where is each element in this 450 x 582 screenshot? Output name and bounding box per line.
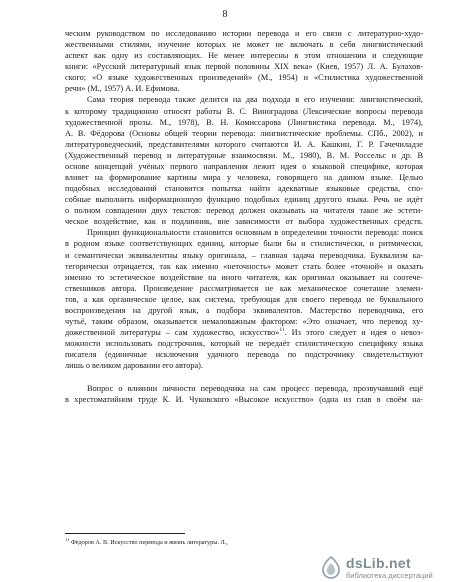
text-line [65, 117, 423, 128]
text-line-content: и семантически эквивалентны языку оригинала, – главная задача переводчика. Буквализм ка- [65, 250, 423, 260]
text-line [65, 50, 423, 61]
text-line [65, 371, 423, 382]
watermark [318, 555, 448, 581]
footnote-marker: 11 [65, 536, 70, 542]
text-line [65, 227, 423, 238]
text-line-content: ческое воздействие, как и подлинник, вне зависимости от выбора художественных средств. [65, 217, 423, 227]
text-line [65, 394, 423, 405]
text-line-content: основе концепций учёных первого направления лежит идея о языковой специфике, которая [65, 161, 423, 171]
text-line-content: книги: «Русский литературный язык первой половины XIX века» (Киев, 1957) Л. А. Булахов- [65, 62, 423, 72]
text-line-content: (Художественный перевод и литературные взаимосвязи. М., 1980), В. М. Россельс и др. В [65, 150, 423, 160]
text-line [65, 172, 423, 183]
text-line-content: дожественной литературы – сам художество, искусство» [65, 328, 280, 338]
text-line [65, 39, 423, 50]
text-line [65, 316, 423, 327]
text-line [65, 349, 423, 360]
text-line [65, 283, 423, 294]
watermark-domain: dsLib.net [346, 555, 411, 571]
text-line-content: воспроизведения на другой язык, а подбора эквивалентов. Мастерство переводчика, его [65, 305, 423, 315]
text-line-content: писателя (единичные исключения удачного перевода по подстрочнику свидетельствуют [65, 350, 423, 360]
text-line [65, 216, 423, 227]
text-line [65, 83, 423, 94]
watermark-tagline: библиотека диссертаций [346, 571, 433, 580]
text-line-content: именно то эстетическое воздействие на иного читателя, как оригинал оказывает на соотече- [65, 272, 423, 282]
text-line [65, 139, 423, 150]
text-line-content: влияет на формирование картины мира у человека, говорящего на данном языке. Целью [65, 173, 423, 183]
text-line-content: речи» (М., 1957) А. И. Ефимова. [65, 84, 180, 94]
footnote-text: Фёдоров А. В. Искусство перевода и жизнь литературы. Л., [70, 539, 228, 546]
text-line-tail: . Из этого следует и идея о невоз- [284, 328, 423, 338]
text-line [65, 338, 423, 349]
text-line [65, 150, 423, 161]
text-line [65, 161, 423, 172]
text-line [65, 294, 423, 305]
text-line-content: лишь о великом даровании его автора). [65, 361, 204, 371]
text-line-content: тов, а как органическое целое, как система, требующая для своего перевода не буквального [65, 294, 423, 304]
text-line [65, 205, 423, 216]
text-line-content: можности использовать подстрочник, который не передаёт стилистическую специфику языка [65, 339, 423, 349]
text-line-content: аспект как одну из составляющих. Не менее интересны в этом отношении и следующие [65, 51, 423, 61]
text-line-content: ского; «О языке художественных произведений» (М., 1954) и «Стилистика художественной [65, 73, 423, 83]
text-line-content: собные выполнить информационную функцию подобных единиц другого языка. Речь не идёт [65, 195, 423, 205]
text-line-content: тегорически отрицается, так как именно «неточность» может стать более «точной» и оказать [65, 261, 423, 271]
text-line-content: жественными стилями, изучение которых не может не включать в себя лингвистический [65, 40, 423, 50]
footnote-reference: 11 [279, 327, 285, 334]
footnote-separator [65, 533, 185, 534]
page-number: 8 [222, 9, 228, 20]
text-line-content: Вопрос о влиянии личности переводчика на сам процесс перевода, прозвучавший ещё [87, 383, 423, 393]
text-line [65, 327, 423, 338]
footnote [65, 536, 228, 547]
text-line-content: ственников автора. Произведение рассматривается не как механическое сочетание элемен- [65, 283, 423, 293]
text-line-content: о полном совпадении двух текстов: перевод должен оказывать на читателя такое же эстети- [65, 206, 423, 216]
text-line [65, 128, 423, 139]
text-line [65, 238, 423, 249]
text-line [65, 94, 423, 105]
text-line-content: чутьё, таким образом, оказывается немаловажным фактором: «Это означает, что перевод ху- [65, 317, 423, 327]
text-line-content: подобных исследований становится попытка найти адекватные языковые средства, спо- [65, 184, 423, 194]
text-line [65, 383, 423, 394]
text-line-content: Принцип функциональности становится основным в определении точности перевода: поиск [87, 228, 423, 238]
text-line-content: Сама теория перевода также делится на два подхода в его изучении: лингвистический, [87, 95, 423, 105]
text-line [65, 61, 423, 72]
text-line-content: в хрестоматийном труде К. И. Чуковского «Высокое искусство» (одна из глав в своём на- [65, 394, 423, 404]
text-line [65, 261, 423, 272]
text-line-content: в родном языке соответствующих единиц, которые были бы и стилистически, и ритмически, [65, 239, 423, 249]
text-line [65, 305, 423, 316]
text-line [65, 250, 423, 261]
text-line [65, 194, 423, 205]
dslib-logo-icon [318, 555, 344, 579]
text-line [65, 272, 423, 283]
text-line [65, 106, 423, 117]
text-line [65, 28, 423, 39]
text-line [65, 183, 423, 194]
text-line-content: художественной прозы. М., 1978), В. Н. Комиссарова (Лингвистика перевода. М., 1974), [65, 117, 423, 127]
text-line [65, 360, 423, 371]
text-line-content: литературоведческий, представителями которого считаются И. А. Кашкин, Г. Р. Гачечиладзе [65, 139, 423, 149]
text-line-content: к которому традиционно относят работы В. С. Виноградова (Лексические вопросы перевода [65, 106, 423, 116]
text-line-content: А. В. Фёдорова (Основы общей теории перевода: лингвистические проблемы. СПб., 2002), и [65, 128, 423, 138]
text-line-content: ческим руководством по исследованию истории перевода и его связи с литературно-худо- [65, 29, 423, 38]
body-text [65, 28, 423, 405]
text-line [65, 72, 423, 83]
